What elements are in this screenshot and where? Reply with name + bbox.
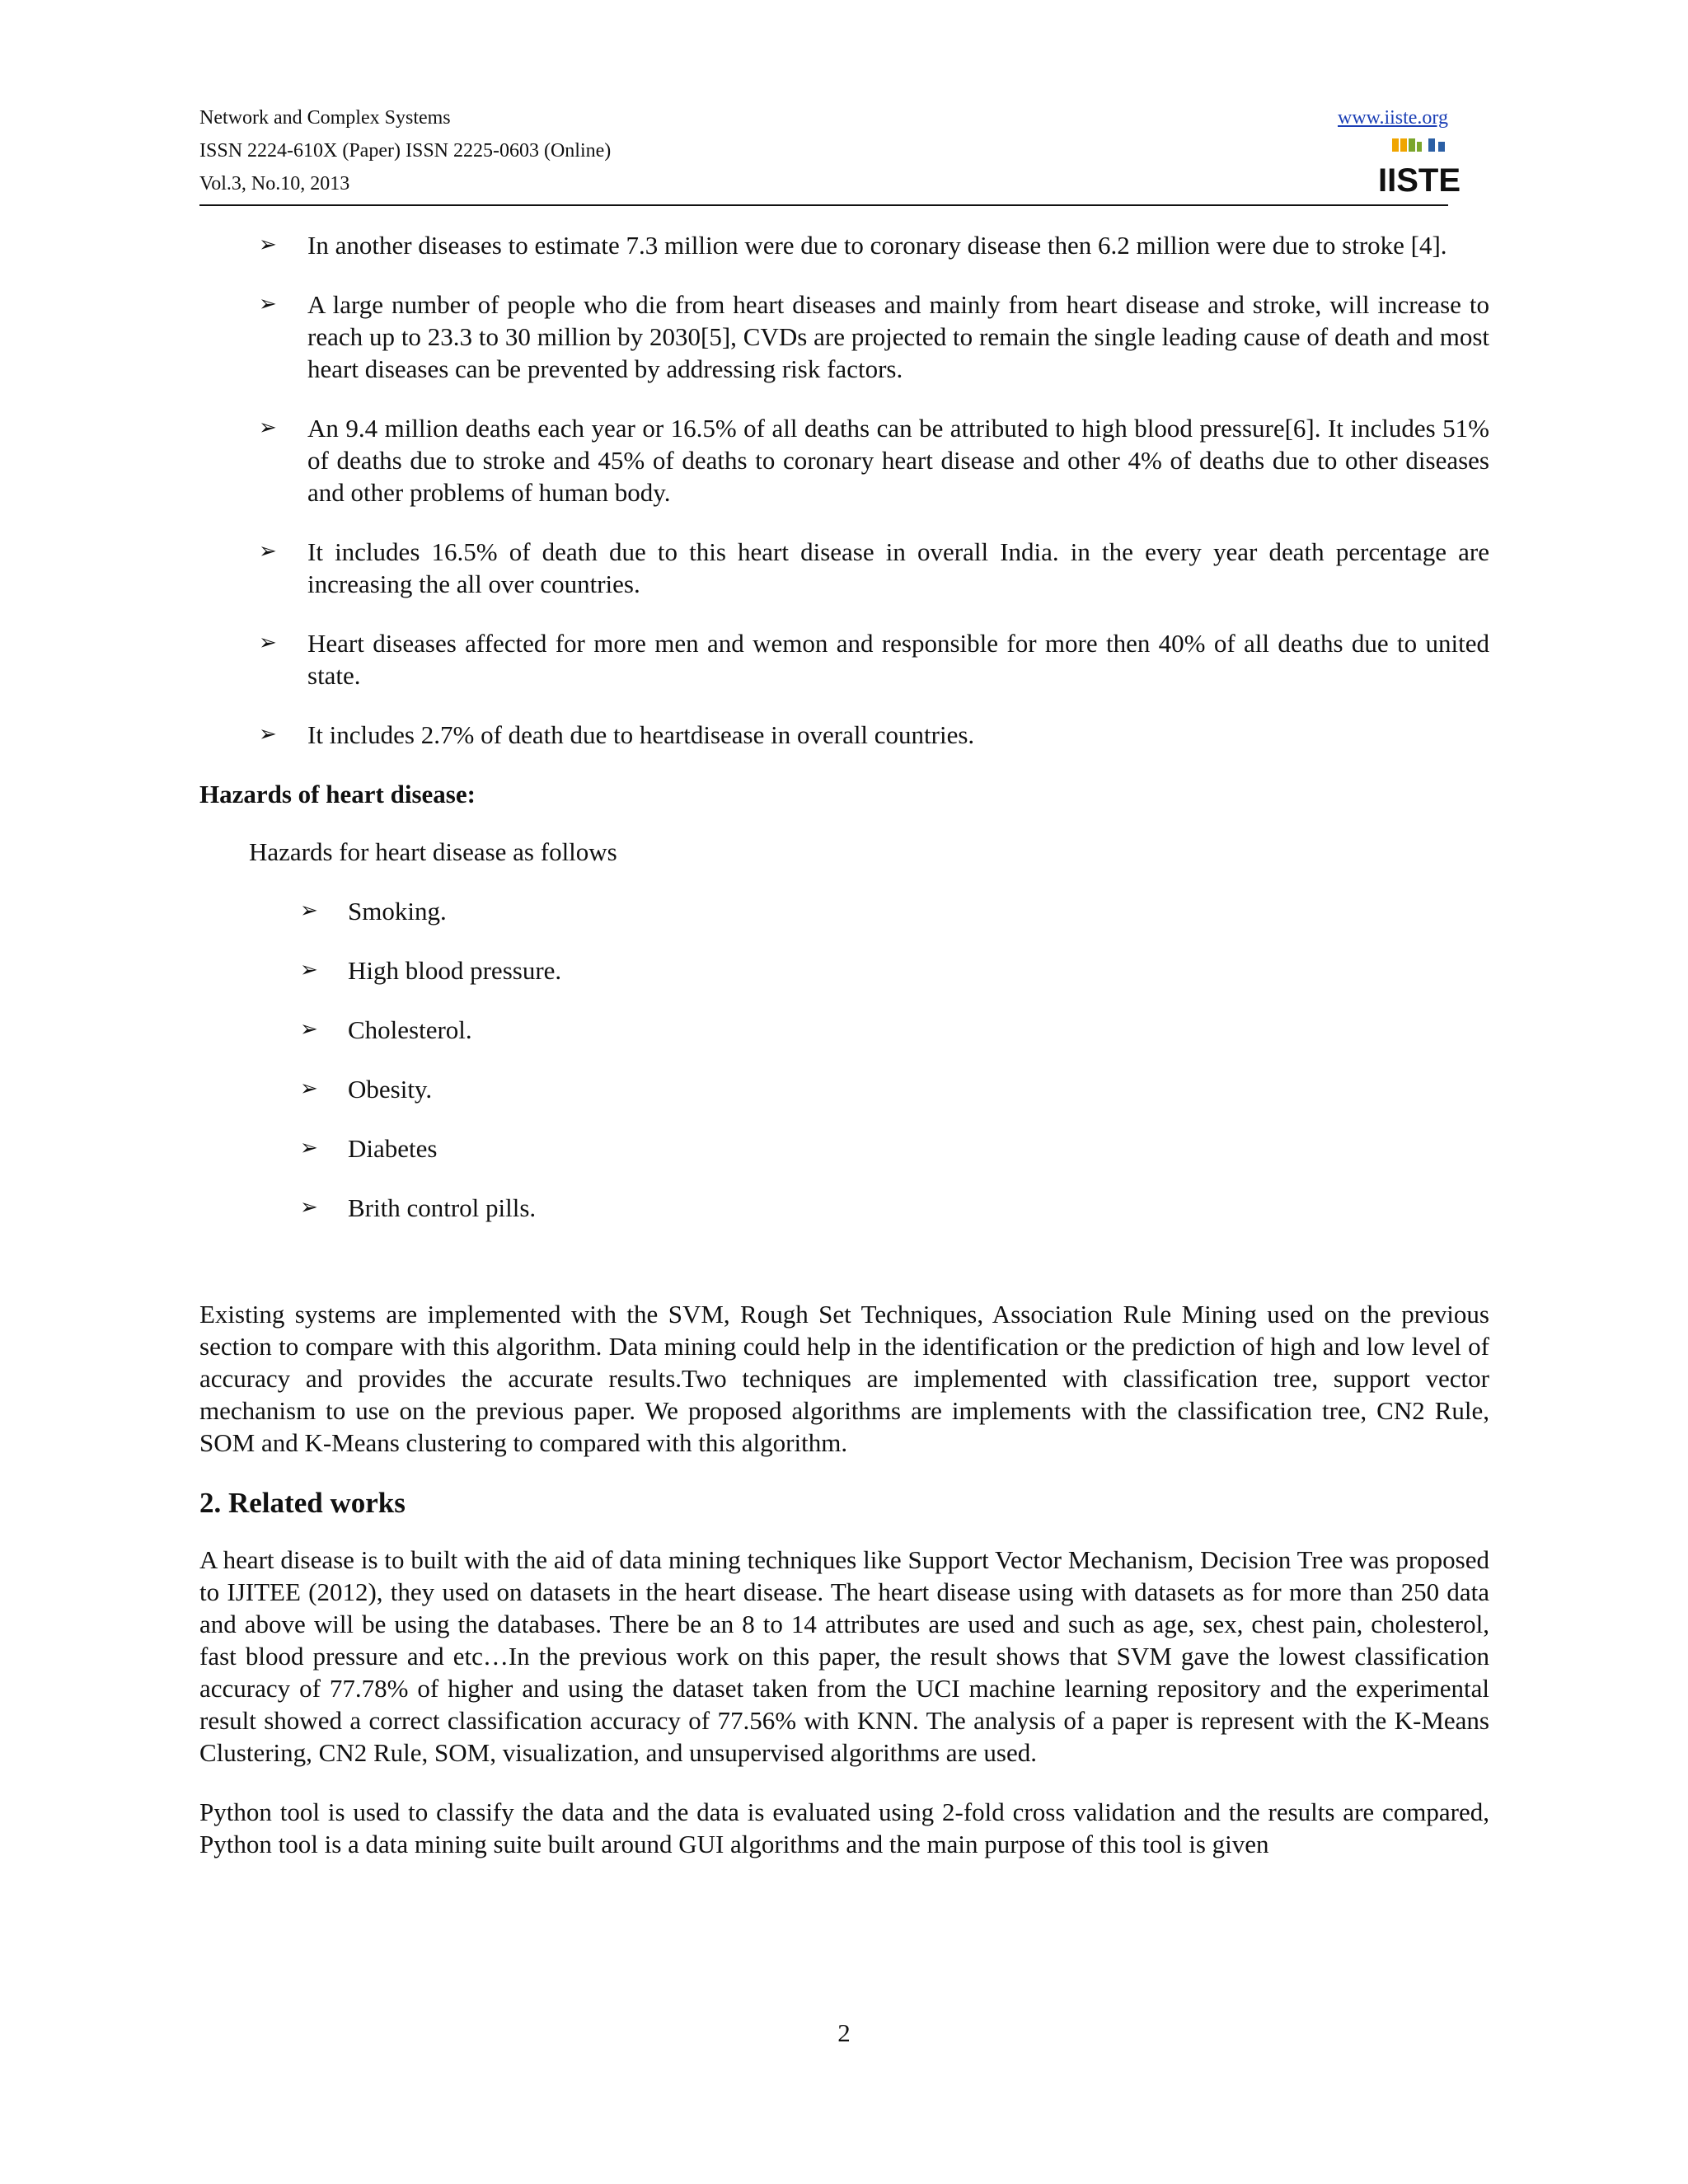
hazards-intro: Hazards for heart disease as follows xyxy=(249,837,617,866)
arrow-bullet-icon: ➢ xyxy=(259,722,277,747)
stats-bullet-list xyxy=(199,229,1489,751)
list-item: ➢ High blood pressure. xyxy=(300,956,562,985)
list-item: ➢ Diabetes xyxy=(300,1134,438,1163)
arrow-bullet-icon: ➢ xyxy=(300,1136,318,1160)
list-item: ➢ In another diseases to estimate 7.3 million were due to coronary disease then 6.2 million were due to stroke [4]. xyxy=(259,231,1447,260)
list-item: ➢ It includes 16.5% of death due to this heart disease in overall India. in the every year death percentage are increasing the all over countries. xyxy=(259,537,1489,598)
arrow-bullet-icon: ➢ xyxy=(259,232,277,257)
arrow-bullet-icon: ➢ xyxy=(300,1017,318,1042)
arrow-bullet-icon: ➢ xyxy=(259,539,277,564)
arrow-bullet-icon: ➢ xyxy=(300,898,318,923)
arrow-bullet-icon: ➢ xyxy=(259,630,277,655)
list-item: ➢ An 9.4 million deaths each year or 16.5% of all deaths can be attributed to high blood pressure[6]. It includes 51% of deaths due to stroke and 45% of deaths to coronary heart disease and other 4% of deaths due to other diseases and other problems of human body. xyxy=(259,414,1489,507)
journal-name: Network and Complex Systems xyxy=(199,107,451,129)
svg-text:IISTE: IISTE xyxy=(1377,162,1461,199)
list-item: ➢ Cholesterol. xyxy=(300,1015,472,1044)
page-number: 2 xyxy=(837,2018,851,2047)
list-item: ➢ Obesity. xyxy=(300,1075,433,1104)
related-works-paragraph-1: A heart disease is to built with the aid of data mining techniques like Support Vector Mechanism, Decision Tree was proposed to IJITEE (2012), they used on datasets in the heart disease. The heart disease using with datasets as for more than 250 data and above will be using the databases. There be an 8 to 14 attributes are used and such as age, sex, chest pain, cholesterol, fast blood pressure and etc…In the previous work on this paper, the result shows that SVM gave the lowest classification accuracy of 77.78% of higher and using the dataset taken from the UCI machine learning repository and the experimental result showed a correct classification accuracy of 77.56% with KNN. The analysis of a paper is represent with the K-Means Clustering, CN2 Rule, SOM, visualization, and unsupervised algorithms are used. xyxy=(199,1545,1489,1767)
list-item: ➢ Brith control pills. xyxy=(300,1193,537,1222)
section-heading-related-works: 2. Related works xyxy=(199,1487,406,1519)
website-link[interactable]: www.iiste.org xyxy=(1338,107,1448,129)
hazards-list xyxy=(199,895,1489,1224)
list-item: ➢ A large number of people who die from heart diseases and mainly from heart disease and stroke, will increase to reach up to 23.3 to 30 million by 2030[5], CVDs are projected to remain the single leading cause of death and most heart diseases can be prevented by addressing risk factors. xyxy=(259,290,1489,383)
issn-line: ISSN 2224-610X (Paper) ISSN 2225-0603 (Online) xyxy=(199,140,612,162)
arrow-bullet-icon: ➢ xyxy=(259,292,277,316)
list-item: ➢ Smoking. xyxy=(300,897,447,926)
existing-systems-paragraph: Existing systems are implemented with the SVM, Rough Set Techniques, Association Rule Mining used on the previous section to compare with this algorithm. Data mining could help in the identification or the prediction of high and low level of accuracy and provides the accurate results.Two techniques are implemented with classification tree, support vector mechanism to use on the previous paper. We proposed algorithms are implements with the classification tree, CN2 Rule, SOM and K-Means clustering to compared with this algorithm. xyxy=(199,1300,1489,1457)
page-header xyxy=(199,105,1461,206)
list-item: ➢ It includes 2.7% of death due to heartdisease in overall countries. xyxy=(259,720,975,749)
arrow-bullet-icon: ➢ xyxy=(300,958,318,982)
iiste-logo-icon xyxy=(1377,137,1461,199)
main-content xyxy=(199,229,1489,1887)
arrow-bullet-icon: ➢ xyxy=(300,1195,318,1220)
list-item: ➢ Heart diseases affected for more men and wemon and responsible for more then 40% of all deaths due to united state. xyxy=(259,629,1489,690)
arrow-bullet-icon: ➢ xyxy=(259,415,277,440)
volume-line: Vol.3, No.10, 2013 xyxy=(199,173,350,194)
related-works-paragraph-2: Python tool is used to classify the data and the data is evaluated using 2-fold cross validation and the results are compared, Python tool is a data mining suite built around GUI algorithms and the main purpose of this tool is given xyxy=(199,1797,1489,1858)
arrow-bullet-icon: ➢ xyxy=(300,1076,318,1101)
hazards-heading: Hazards of heart disease: xyxy=(199,780,476,808)
